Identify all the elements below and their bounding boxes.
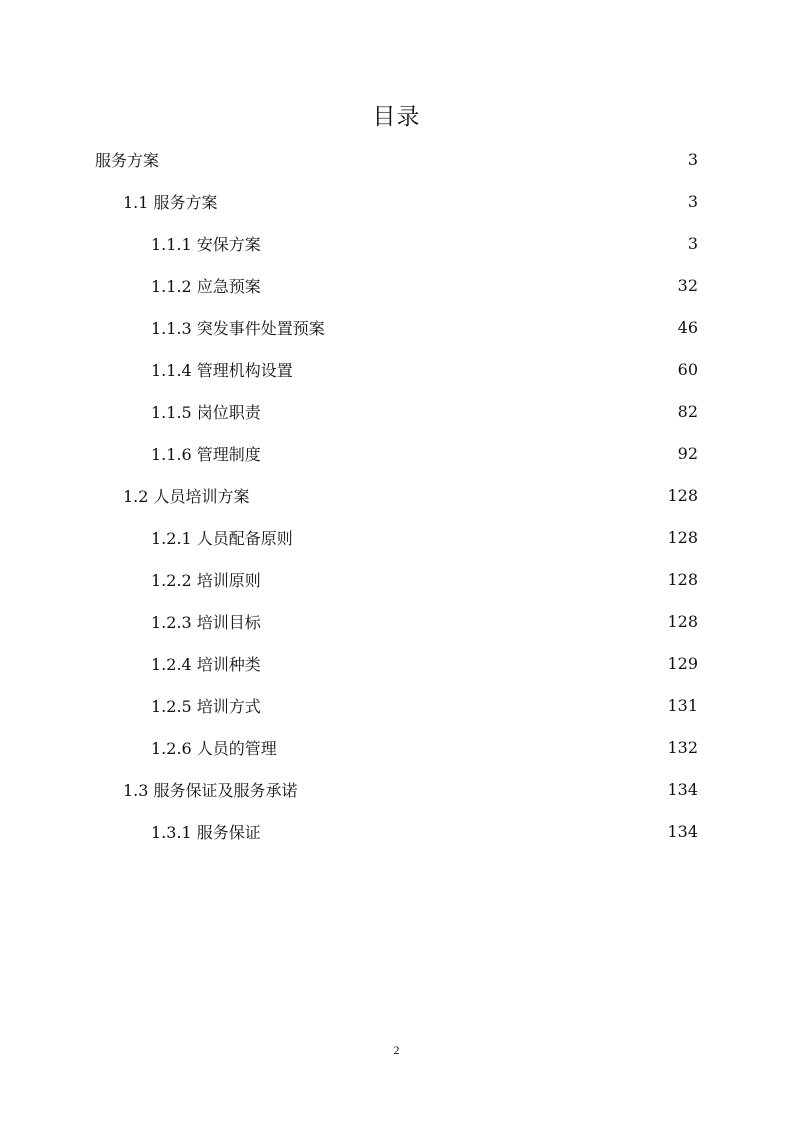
- toc-entry-page: 128: [667, 569, 698, 589]
- toc-entry-label: 服务方案: [95, 150, 160, 170]
- toc-entry-label: 1.1.5 岗位职责: [151, 402, 261, 422]
- toc-entry-label: 1.2.1 人员配备原则: [151, 528, 293, 548]
- toc-entry[interactable]: [0, 222, 793, 264]
- toc-entry-label: 1.1.3 突发事件处置预案: [151, 318, 325, 338]
- toc-dot-leader: [265, 613, 660, 629]
- toc-dot-leader: [265, 823, 660, 839]
- toc-title: 目录: [372, 104, 421, 130]
- toc-dot-leader: [265, 403, 662, 419]
- toc-entry-label: 1.2.3 培训目标: [151, 612, 261, 632]
- toc-dot-leader: [265, 571, 660, 587]
- toc-entry[interactable]: [0, 264, 793, 306]
- toc-entry-page: 46: [677, 317, 698, 337]
- toc-entry-page: 82: [677, 401, 698, 421]
- toc-entry-page: 134: [667, 779, 698, 799]
- toc-entry[interactable]: [0, 474, 793, 516]
- toc-entry-page: 92: [677, 443, 698, 463]
- toc-entry[interactable]: [0, 810, 793, 852]
- page-number: 2: [393, 1043, 400, 1057]
- toc-entry[interactable]: [0, 768, 793, 810]
- toc-dot-leader: [265, 697, 660, 713]
- toc-dot-leader: [222, 193, 662, 209]
- toc-entry[interactable]: [0, 684, 793, 726]
- toc-dot-leader: [163, 151, 662, 167]
- toc-entry-label: 1.2.5 培训方式: [151, 696, 261, 716]
- toc-entry[interactable]: [0, 138, 793, 180]
- toc-entry[interactable]: [0, 390, 793, 432]
- toc-entry-page: 32: [677, 275, 698, 295]
- toc-entry-page: 128: [667, 611, 698, 631]
- toc-dot-leader: [254, 487, 660, 503]
- toc-entry-page: 3: [687, 149, 698, 169]
- toc-entry[interactable]: [0, 516, 793, 558]
- toc-dot-leader: [297, 361, 662, 377]
- toc-entry-label: 1.3 服务保证及服务承诺: [123, 780, 298, 800]
- toc-list: [0, 138, 793, 852]
- toc-entry-label: 1.2.4 培训种类: [151, 654, 261, 674]
- toc-entry[interactable]: [0, 642, 793, 684]
- toc-dot-leader: [265, 445, 662, 461]
- toc-entry-page: 3: [687, 191, 698, 211]
- toc-dot-leader: [265, 277, 662, 293]
- toc-entry[interactable]: [0, 306, 793, 348]
- toc-entry[interactable]: [0, 348, 793, 390]
- toc-entry[interactable]: [0, 600, 793, 642]
- toc-entry-label: 1.1 服务方案: [123, 192, 218, 212]
- toc-entry-label: 1.1.4 管理机构设置: [151, 360, 293, 380]
- toc-entry-page: 134: [667, 821, 698, 841]
- toc-entry-label: 1.3.1 服务保证: [151, 822, 261, 842]
- toc-entry-page: 132: [667, 737, 698, 757]
- toc-dot-leader: [265, 235, 662, 251]
- toc-dot-leader: [281, 739, 660, 755]
- toc-dot-leader: [297, 529, 660, 545]
- toc-entry-page: 60: [677, 359, 698, 379]
- toc-entry[interactable]: [0, 180, 793, 222]
- toc-entry[interactable]: [0, 558, 793, 600]
- toc-entry-page: 128: [667, 485, 698, 505]
- toc-entry-page: 3: [687, 233, 698, 253]
- toc-entry-label: 1.1.2 应急预案: [151, 276, 261, 296]
- toc-entry-label: 1.2 人员培训方案: [123, 486, 250, 506]
- toc-entry-label: 1.1.6 管理制度: [151, 444, 261, 464]
- toc-dot-leader: [265, 655, 660, 671]
- toc-entry-page: 129: [667, 653, 698, 673]
- toc-entry[interactable]: [0, 726, 793, 768]
- toc-entry-label: 1.2.6 人员的管理: [151, 738, 277, 758]
- toc-dot-leader: [302, 781, 660, 797]
- toc-entry-label: 1.2.2 培训原则: [151, 570, 261, 590]
- toc-dot-leader: [329, 319, 662, 335]
- toc-entry-label: 1.1.1 安保方案: [151, 234, 261, 254]
- toc-entry[interactable]: [0, 432, 793, 474]
- toc-entry-page: 131: [667, 695, 698, 715]
- toc-entry-page: 128: [667, 527, 698, 547]
